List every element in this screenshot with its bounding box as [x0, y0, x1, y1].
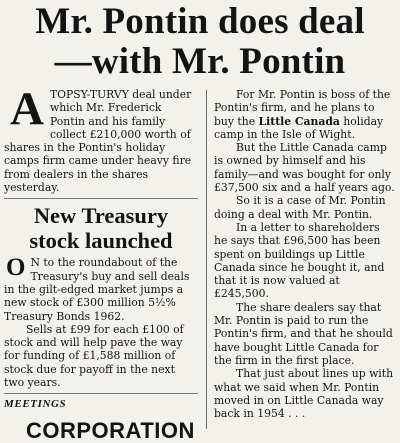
right-paragraph-6: That just about lines up with what we said when Mr. Pontin moved in on Little Canada way back in 1954 . . .	[214, 367, 394, 421]
right-p1-before: For Mr. Pontin is boss of the Pontin's firm, and he plans to buy the	[214, 88, 391, 128]
right-paragraph-5: The share dealers say that Mr. Pontin is paid to run the Pontin's firm, and that he should have bought Little Canada for the firm in the first place.	[214, 300, 393, 367]
subheadline-line-2: stock launched	[29, 228, 173, 254]
story2-text-1: N to the roundabout of the Treasury's buy and sell deals in the gilt-edged market jumps a new stock of £300 million 5½% Treasury Bonds 1962.	[4, 256, 190, 323]
subheadline	[4, 203, 198, 253]
lead-drop-cap: A	[10, 83, 44, 135]
headline	[0, 2, 400, 82]
column-divider	[206, 90, 207, 429]
headline-line-2: —with Mr. Pontin	[54, 41, 346, 82]
story2-paragraph-1	[4, 256, 198, 322]
story2-paragraph-2: Sells at £99 for each £100 of stock and will help pave the way for funding of £1,588 million of stock due for payoff in the next two years.	[4, 322, 184, 390]
right-p1-after: holiday camp in the Isle of Wight.	[214, 114, 384, 141]
right-column	[214, 88, 396, 429]
meetings-label: MEETINGS	[4, 398, 67, 411]
right-paragraph-4: In a letter to shareholders he says that £96,500 has been spent on buildings up Little Canada since he bought it, and that it is now valued at £245,500.	[214, 220, 385, 301]
meetings-rule	[4, 393, 198, 394]
corporation-heading: CORPORATION	[26, 418, 195, 443]
left-column	[4, 83, 198, 443]
section-rule	[4, 198, 198, 199]
right-paragraph-3: So it is a case of Mr. Pontin doing a deal with Mr. Pontin.	[214, 194, 386, 221]
lead-paragraph	[4, 83, 198, 195]
story2-drop-cap: O	[6, 254, 26, 282]
headline-line-1: Mr. Pontin does deal	[35, 1, 365, 42]
little-canada-bold: Little Canada	[258, 114, 340, 128]
subheadline-line-1: New Treasury	[33, 203, 169, 229]
right-paragraph-2: But the Little Canada camp is owned by himself and his family—and was bought for only £37,500 six and a half years ago.	[214, 141, 395, 195]
lead-text: TOPSY-TURVY deal under which Mr. Frederick Pontin and his family collect £210,000 worth of shares in the Pontin's holiday camps firm came under heavy fire from dealers in the shares yesterday.	[4, 88, 192, 195]
right-paragraph-1	[214, 88, 396, 141]
